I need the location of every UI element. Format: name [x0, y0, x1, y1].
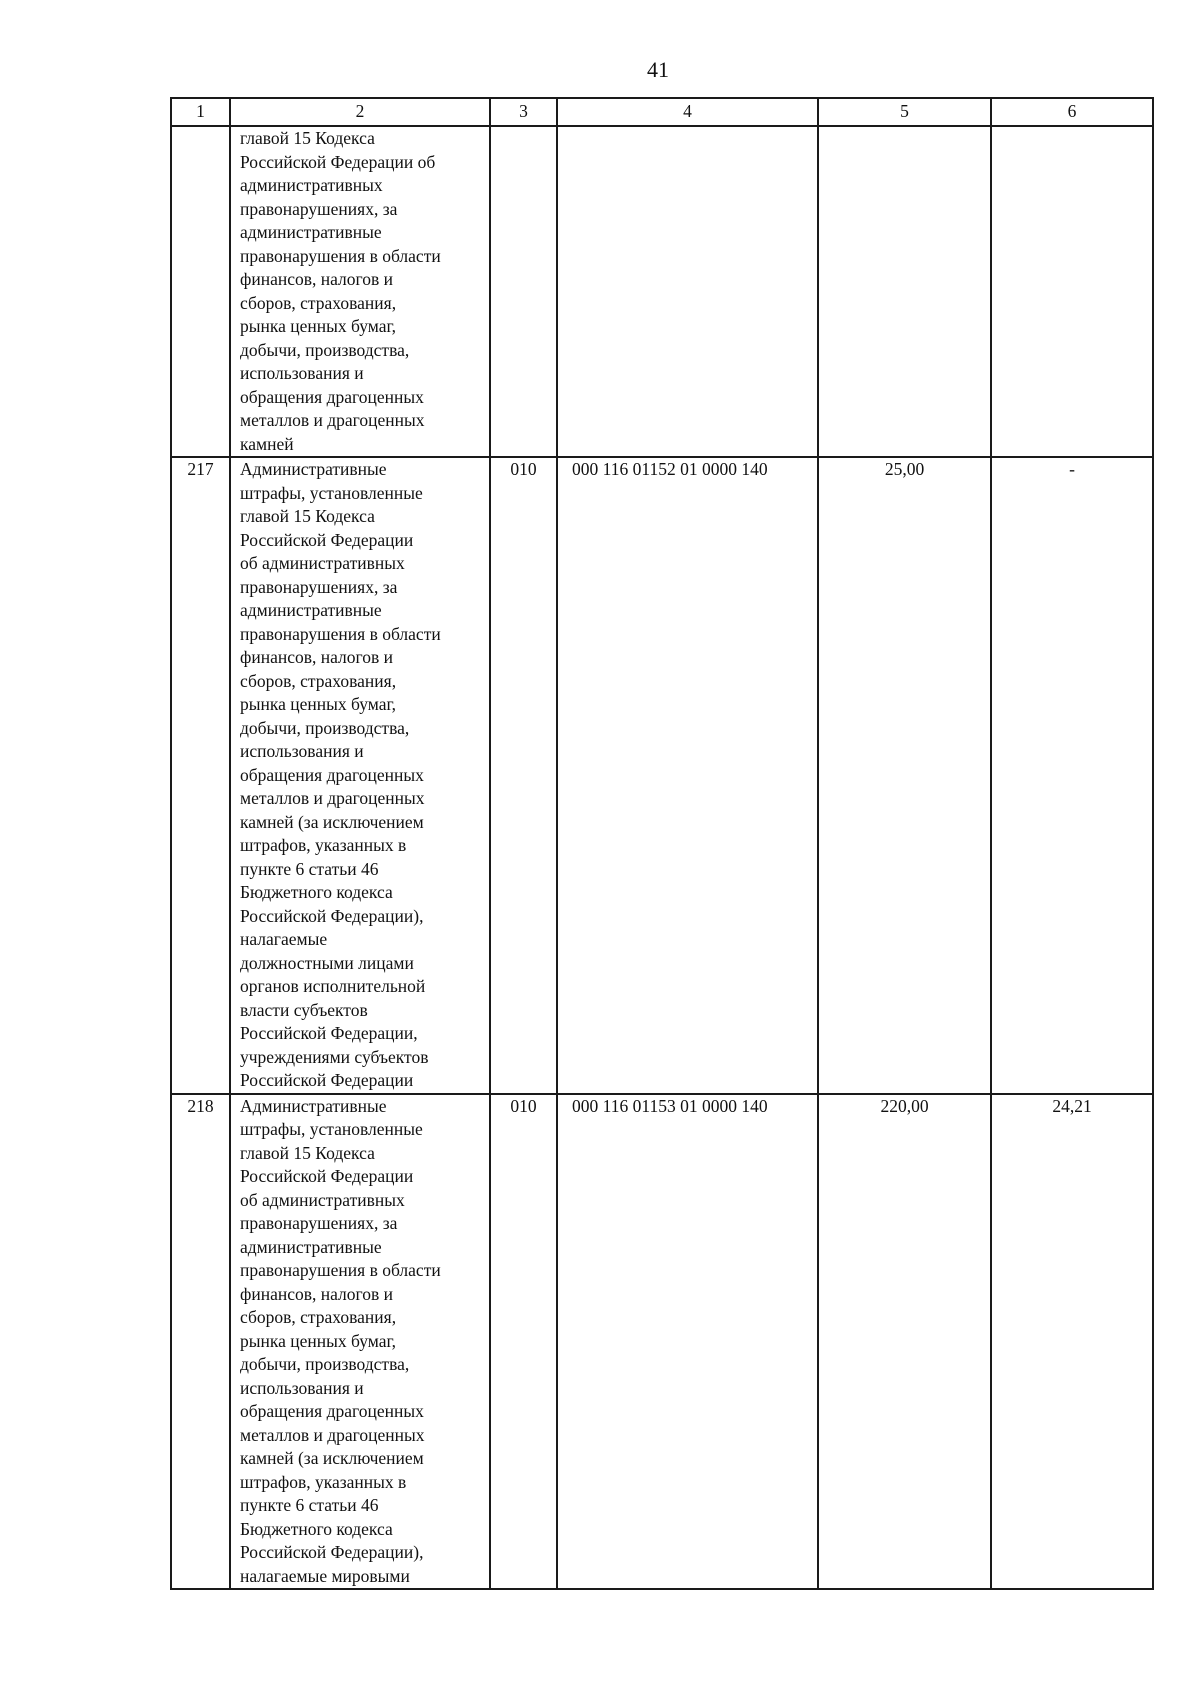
description-line: рынка ценных бумаг,: [240, 694, 397, 714]
row-kbk-cell: 000 116 01153 01 0000 140: [557, 1094, 818, 1590]
description-line: Российской Федерации),: [240, 1542, 424, 1562]
description-line: административные: [240, 222, 382, 242]
description-line: Российской Федерации: [240, 1166, 414, 1186]
description-line: Российской Федерации,: [240, 1023, 418, 1043]
description-line: главой 15 Кодекса: [240, 128, 375, 148]
description-line: правонарушения в области: [240, 245, 441, 266]
description-line: должностными лицами: [240, 952, 414, 973]
description-line: Российской Федерации: [240, 1070, 414, 1090]
description-line: правонарушениях, за: [240, 198, 398, 219]
description-line: добычи, производства,: [240, 339, 410, 360]
row-col6-cell: 24,21: [991, 1094, 1153, 1590]
description-line: Российской Федерации: [240, 529, 414, 550]
column-header: 3: [490, 98, 557, 126]
description-line: Российской Федерации об: [240, 151, 436, 172]
description-line: Административные: [240, 459, 387, 479]
description-line: сборов, страхования,: [240, 292, 397, 313]
description-line: камней (за исключением: [240, 1448, 424, 1468]
description-line: штрафов, указанных в: [240, 835, 407, 855]
description-line: металлов и драгоценных: [240, 788, 425, 808]
description-line: Бюджетного кодекса: [240, 882, 393, 902]
description-line: учреждениями субъектов: [240, 1046, 429, 1067]
description-line: налагаемые мировыми: [240, 1565, 410, 1586]
description-line: металлов и драгоценных: [240, 1424, 425, 1445]
row-code-cell: [490, 126, 557, 457]
column-header: 1: [171, 98, 230, 126]
description-line: финансов, налогов и: [240, 269, 393, 289]
column-header: 4: [557, 98, 818, 126]
row-number-cell: 218: [171, 1094, 230, 1590]
table-row: [171, 1094, 1153, 1590]
description-line: административные: [240, 1236, 382, 1257]
description-line: правонарушения в области: [240, 623, 441, 644]
row-col5-cell: [818, 126, 991, 457]
description-line: штрафы, установленные: [240, 482, 423, 503]
page-number: 41: [647, 57, 669, 82]
description-line: штрафы, установленные: [240, 1119, 423, 1139]
description-line: налагаемые: [240, 929, 328, 949]
table-header-row: [171, 98, 1153, 126]
description-line: добычи, производства,: [240, 717, 410, 738]
row-code-cell: 010: [490, 457, 557, 1094]
budget-table: [170, 97, 1154, 1590]
table-row: [171, 457, 1153, 1094]
description-line: административные: [240, 600, 382, 620]
description-line: административных: [240, 175, 383, 195]
description-line: органов исполнительной: [240, 976, 426, 996]
row-col5-cell: 25,00: [818, 457, 991, 1094]
description-line: Российской Федерации),: [240, 905, 424, 926]
row-number-cell: 217: [171, 457, 230, 1094]
description-line: Административные: [240, 1095, 387, 1116]
description-line: главой 15 Кодекса: [240, 1142, 375, 1163]
description-line: финансов, налогов и: [240, 1283, 393, 1304]
description-line: металлов и драгоценных: [240, 410, 425, 430]
description-line: обращения драгоценных: [240, 1401, 424, 1421]
description-line: обращения драгоценных: [240, 386, 424, 407]
description-line: финансов, налогов и: [240, 647, 393, 667]
description-line: об административных: [240, 553, 405, 573]
table-row: [171, 126, 1153, 457]
row-kbk-cell: [557, 126, 818, 457]
description-line: правонарушениях, за: [240, 576, 398, 597]
column-header: 2: [230, 98, 490, 126]
description-line: добычи, производства,: [240, 1354, 410, 1374]
description-line: власти субъектов: [240, 999, 368, 1020]
description-line: обращения драгоценных: [240, 764, 424, 785]
description-line: камней (за исключением: [240, 811, 424, 832]
row-code-cell: 010: [490, 1094, 557, 1590]
description-line: пункте 6 статьи 46: [240, 1495, 379, 1515]
description-line: рынка ценных бумаг,: [240, 1330, 397, 1351]
column-header: 5: [818, 98, 991, 126]
description-line: камней: [240, 433, 294, 454]
row-description-cell: [230, 126, 490, 457]
description-line: об административных: [240, 1189, 405, 1210]
row-col6-cell: -: [991, 457, 1153, 1094]
description-line: правонарушения в области: [240, 1260, 441, 1280]
row-description-cell: [230, 457, 490, 1094]
description-line: Бюджетного кодекса: [240, 1518, 393, 1539]
row-col6-cell: [991, 126, 1153, 457]
description-line: пункте 6 статьи 46: [240, 858, 379, 879]
row-kbk-cell: 000 116 01152 01 0000 140: [557, 457, 818, 1094]
column-header: 6: [991, 98, 1153, 126]
row-col5-cell: 220,00: [818, 1094, 991, 1590]
description-line: использования и: [240, 741, 364, 761]
description-line: использования и: [240, 363, 364, 383]
row-description-cell: [230, 1094, 490, 1590]
description-line: сборов, страхования,: [240, 670, 397, 691]
row-number-cell: [171, 126, 230, 457]
description-line: использования и: [240, 1377, 364, 1398]
description-line: правонарушениях, за: [240, 1213, 398, 1233]
description-line: сборов, страхования,: [240, 1307, 397, 1327]
description-line: рынка ценных бумаг,: [240, 316, 397, 336]
description-line: штрафов, указанных в: [240, 1471, 407, 1492]
description-line: главой 15 Кодекса: [240, 506, 375, 526]
